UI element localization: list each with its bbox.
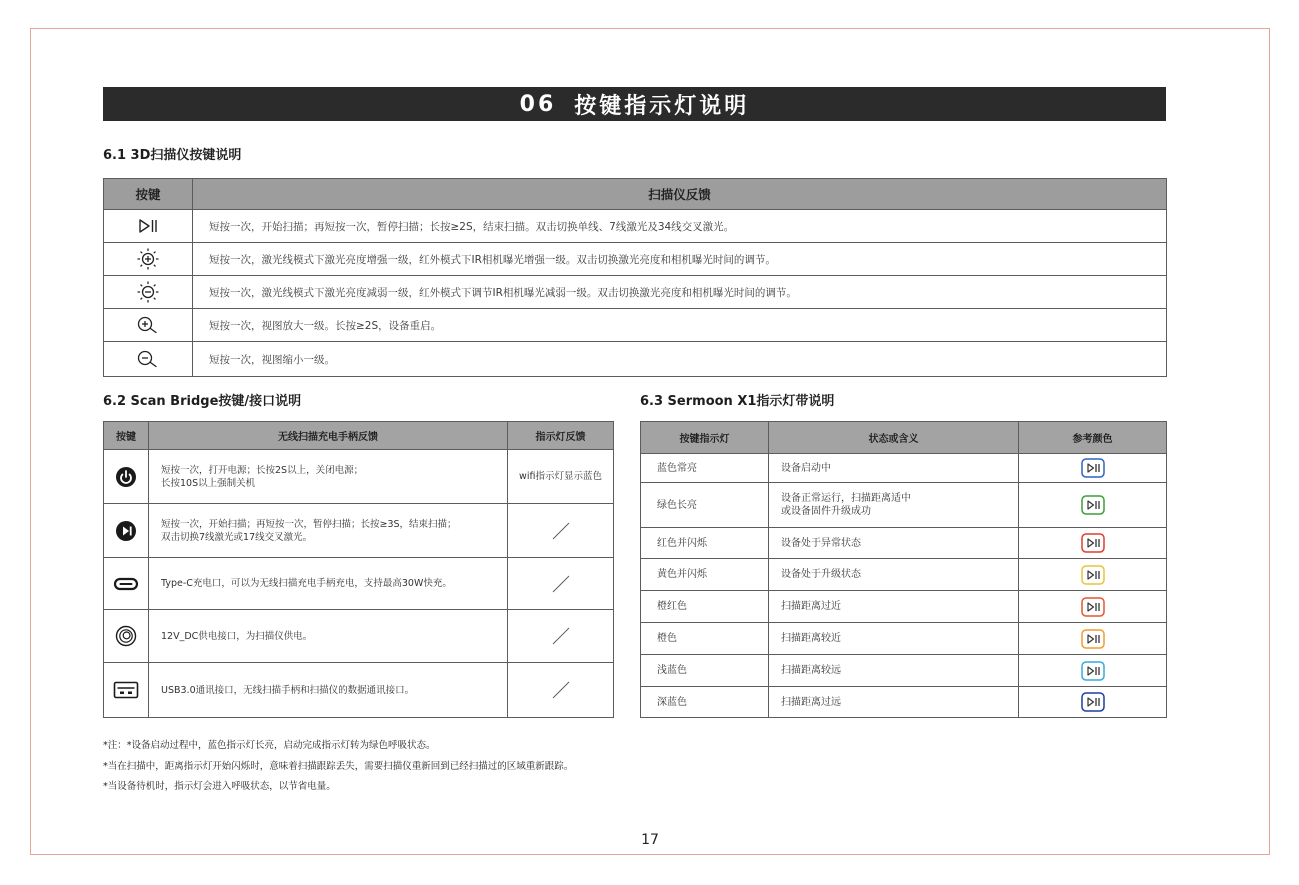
reference-color-cell [1019,623,1167,655]
button-cell [104,276,193,309]
column-header: 参考颜色 [1019,422,1167,454]
zoom-in-icon [136,315,160,335]
light-state: 黄色并闪烁 [641,559,769,591]
column-header: 按键 [104,422,149,450]
light-state: 蓝色常亮 [641,454,769,483]
button-cell [104,210,193,243]
page-title [103,87,1166,121]
reference-color-cell [1019,483,1167,528]
button-cell [104,504,149,558]
table-row [641,623,1167,655]
color-indicator-icon [1081,661,1105,681]
footnote: *注：*设备启动过程中，蓝色指示灯长亮，启动完成指示灯转为绿色呼吸状态。 [103,740,436,751]
slash-icon [551,626,571,646]
table-row [104,276,1167,309]
button-cell [104,243,193,276]
table-row [641,528,1167,559]
reference-color-cell [1019,454,1167,483]
table-row [104,558,614,610]
button-cell [104,450,149,504]
table-row [104,450,614,504]
footnote: *当在扫描中，距离指示灯开始闪烁时，意味着扫描跟踪丢失，需要扫描仪重新回到已经扫描过的区域重新跟踪。 [103,761,574,772]
zoom-out-icon [136,349,160,369]
color-indicator-icon [1081,533,1105,553]
table-row [104,210,1167,243]
light-meaning: 扫描距离过近 [769,591,1019,623]
chapter-number: 06 [519,91,557,117]
section-heading-light-strip: 6.3 Sermoon X1指示灯带说明 [640,394,835,409]
light-state: 橙红色 [641,591,769,623]
table-row [641,454,1167,483]
feedback-text: USB3.0通讯接口，无线扫描手柄和扫描仪的数据通讯接口。 [149,663,508,718]
light-meaning: 扫描距离过远 [769,687,1019,718]
column-header: 按键指示灯 [641,422,769,454]
light-meaning: 扫描距离较远 [769,655,1019,687]
reference-color-cell [1019,591,1167,623]
table-header-row [104,422,614,450]
feedback-text: 短按一次，激光线模式下激光亮度增强一级，红外模式下IR相机曝光增强一级。双击切换激光亮度和相机曝光时间的调节。 [193,243,1167,276]
color-indicator-icon [1081,495,1105,515]
indicator-cell [508,663,614,718]
chapter-title: 按键指示灯说明 [574,93,750,119]
play-pause-icon [137,218,159,234]
button-cell [104,663,149,718]
table-row [641,687,1167,718]
table-row [104,663,614,718]
feedback-line: 长按10S以上强制关机 [161,477,256,489]
meaning-line: 设备正常运行，扫描距离适中 [781,493,911,504]
column-header: 按键 [104,179,193,210]
light-state: 深蓝色 [641,687,769,718]
page-number: 17 [641,832,659,848]
reference-color-cell [1019,559,1167,591]
table-row [104,610,614,663]
table-row [104,243,1167,276]
feedback-line: 短按一次，打开电源；长按2S以上，关闭电源； [161,464,364,476]
light-meaning: 设备启动中 [769,454,1019,483]
light-meaning: 设备处于升级状态 [769,559,1019,591]
indicator-cell [508,610,614,663]
meaning-line: 或设备固件升级成功 [781,506,871,517]
slash-icon [551,521,571,541]
button-cell [104,610,149,663]
column-header: 无线扫描充电手柄反馈 [149,422,508,450]
light-state: 绿色长亮 [641,483,769,528]
section-heading-bridge: 6.2 Scan Bridge按键/接口说明 [103,394,302,409]
brightness-minus-icon [136,280,160,304]
table-row [641,591,1167,623]
section-heading-scanner: 6.1 3D扫描仪按键说明 [103,148,242,163]
slash-icon [551,680,571,700]
feedback-text [149,450,508,504]
color-indicator-icon [1081,629,1105,649]
color-indicator-icon [1081,692,1105,712]
column-header: 扫描仪反馈 [193,179,1167,210]
light-state: 浅蓝色 [641,655,769,687]
usb-port-icon [113,681,139,699]
feedback-text: 短按一次，视图放大一级。长按≥2S，设备重启。 [193,309,1167,342]
dc-port-icon [115,625,137,647]
feedback-text: 12V_DC供电接口，为扫描仪供电。 [149,610,508,663]
feedback-text: 短按一次，激光线模式下激光亮度减弱一级，红外模式下调节IR相机曝光减弱一级。双击切换激光亮度和相机曝光时间的调节。 [193,276,1167,309]
play-button-icon [115,520,137,542]
scan-bridge-table [103,421,614,718]
reference-color-cell [1019,655,1167,687]
button-cell [104,309,193,342]
table-row [104,309,1167,342]
slash-icon [551,574,571,594]
button-cell [104,342,193,377]
type-c-port-icon [113,576,139,592]
table-row [104,342,1167,377]
footnote: *当设备待机时，指示灯会进入呼吸状态，以节省电量。 [103,781,336,792]
light-meaning: 设备处于异常状态 [769,528,1019,559]
table-row [104,504,614,558]
brightness-plus-icon [136,247,160,271]
color-indicator-icon [1081,565,1105,585]
light-meaning [769,483,1019,528]
table-row [641,483,1167,528]
feedback-line: 双击切换7线激光或17线交叉激光。 [161,531,313,543]
table-row [641,559,1167,591]
color-indicator-icon [1081,597,1105,617]
feedback-line: 短按一次，开始扫描；再短按一次，暂停扫描；长按≥3S，结束扫描； [161,518,457,530]
indicator-text: wifi指示灯显示蓝色 [508,450,614,504]
color-indicator-icon [1081,458,1105,478]
light-state: 橙色 [641,623,769,655]
light-state: 红色并闪烁 [641,528,769,559]
indicator-cell [508,504,614,558]
column-header: 指示灯反馈 [508,422,614,450]
reference-color-cell [1019,687,1167,718]
column-header: 状态或含义 [769,422,1019,454]
table-row [641,655,1167,687]
power-icon [115,466,137,488]
scanner-buttons-table [103,178,1167,377]
light-strip-table [640,421,1167,718]
light-meaning: 扫描距离较近 [769,623,1019,655]
table-header-row [641,422,1167,454]
reference-color-cell [1019,528,1167,559]
feedback-text: 短按一次，视图缩小一级。 [193,342,1167,377]
indicator-cell [508,558,614,610]
button-cell [104,558,149,610]
feedback-text [149,504,508,558]
feedback-text: Type-C充电口，可以为无线扫描充电手柄充电，支持最高30W快充。 [149,558,508,610]
table-header-row [104,179,1167,210]
feedback-text: 短按一次，开始扫描；再短按一次，暂停扫描；长按≥2S，结束扫描。双击切换单线、7线激光及34线交叉激光。 [193,210,1167,243]
